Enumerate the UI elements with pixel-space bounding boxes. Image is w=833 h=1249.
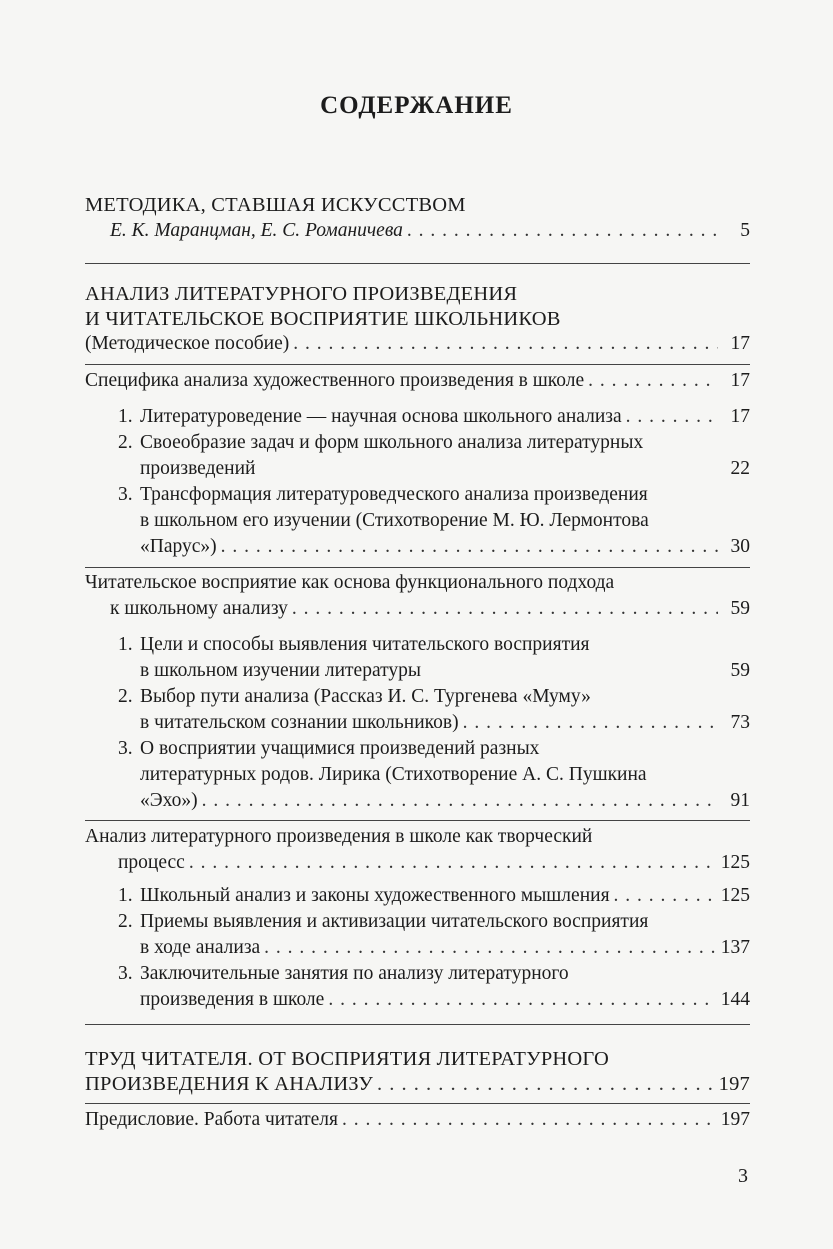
page-number: 59 xyxy=(730,660,750,681)
item-title-cont: в школьном изучении литературы xyxy=(140,660,421,681)
chapter1-item2[interactable] xyxy=(140,456,750,482)
chapter3-item1[interactable] xyxy=(118,883,750,909)
chapter1-item1[interactable] xyxy=(118,404,750,430)
chapter3-entry[interactable] xyxy=(118,850,750,876)
page-number: 125 xyxy=(720,852,750,873)
chapter2-item1-line1[interactable] xyxy=(118,632,783,658)
item-number: 3. xyxy=(118,963,133,984)
item-number: 1. xyxy=(118,634,133,655)
item-title-cont: «Эхо») xyxy=(140,790,198,811)
page-number: 197 xyxy=(720,1109,750,1130)
page-number: 17 xyxy=(730,370,750,391)
page-number: 30 xyxy=(730,536,750,557)
chapter1-item3[interactable] xyxy=(140,534,750,560)
section-divider xyxy=(85,364,750,365)
item-title: Цели и способы выявления читательского восприятия xyxy=(140,634,590,655)
chapter1-entry[interactable] xyxy=(85,368,750,394)
page-number: 22 xyxy=(730,458,750,479)
chapter2-item1[interactable] xyxy=(140,658,750,684)
leader-dots xyxy=(407,218,718,244)
part3-heading-line1[interactable]: ТРУД ЧИТАТЕЛЯ. ОТ ВОСПРИЯТИЯ ЛИТЕРАТУРНОГО xyxy=(85,1048,609,1070)
page-number: 125 xyxy=(720,885,750,906)
item-title-cont: в ходе анализа xyxy=(140,937,261,958)
item-title: Своеобразие задач и форм школьного анализа литературных xyxy=(140,432,644,453)
chapter2-item3[interactable] xyxy=(140,788,750,814)
chapter2-item2[interactable] xyxy=(140,710,750,736)
leader-dots xyxy=(221,534,718,560)
page-number: 91 xyxy=(730,790,750,811)
chapter3-item3[interactable] xyxy=(140,987,750,1013)
chapter2-title-line2: к школьному анализу xyxy=(110,598,288,619)
part1-authors-entry[interactable] xyxy=(110,218,750,244)
section-divider xyxy=(85,263,750,264)
item-title: Приемы выявления и активизации читательского восприятия xyxy=(140,911,649,932)
item-title: Школьный анализ и законы художественного мышления xyxy=(140,885,610,906)
chapter3-item2[interactable] xyxy=(140,935,750,961)
item-title-cont: литературных родов. Лирика (Стихотворение А. С. Пушкина xyxy=(140,764,647,785)
item-title-cont: «Парус») xyxy=(140,536,217,557)
part3-heading-line2: ПРОИЗВЕДЕНИЯ К АНАЛИЗУ xyxy=(85,1073,374,1095)
leader-dots xyxy=(328,987,716,1013)
part2-entry[interactable] xyxy=(85,331,750,357)
chapter3-title-line2: процесс xyxy=(118,852,185,873)
chapter2-entry[interactable] xyxy=(110,596,750,622)
item-number: 2. xyxy=(118,432,133,453)
part1-authors: Е. К. Маранцман, Е. С. Романичева xyxy=(110,220,403,241)
chapter2-item3-line1[interactable] xyxy=(118,736,783,762)
item-title: О восприятии учащимися произведений разных xyxy=(140,738,540,759)
section-divider xyxy=(85,1103,750,1104)
page-number: 59 xyxy=(730,598,750,619)
part2-heading-line2: И ЧИТАТЕЛЬСКОЕ ВОСПРИЯТИЕ ШКОЛЬНИКОВ xyxy=(85,308,561,330)
item-title: Литературоведение — научная основа школьного анализа xyxy=(140,406,622,427)
chapter2-title-line1[interactable]: Читательское восприятие как основа функционального подхода xyxy=(85,572,615,593)
leader-dots xyxy=(264,935,717,961)
chapter3-item2-line1[interactable] xyxy=(118,909,783,935)
item-title: Заключительные занятия по анализу литературного xyxy=(140,963,569,984)
preface-title: Предисловие. Работа читателя xyxy=(85,1109,339,1130)
leader-dots xyxy=(614,883,717,909)
part3-entry[interactable] xyxy=(85,1071,750,1097)
leader-dots xyxy=(202,788,718,814)
item-number: 1. xyxy=(118,885,133,906)
item-title-cont: в школьном его изучении (Стихотворение М. Ю. Лермонтова xyxy=(140,510,649,531)
preface-entry[interactable] xyxy=(85,1107,750,1133)
item-title-cont: произведений xyxy=(140,458,256,479)
item-title: Выбор пути анализа (Рассказ И. С. Тургенева «Муму» xyxy=(140,686,591,707)
item-number: 3. xyxy=(118,484,133,505)
folio-page-number: 3 xyxy=(738,1165,748,1187)
leader-dots xyxy=(342,1107,717,1133)
chapter3-title-line1[interactable]: Анализ литературного произведения в школе как творческий xyxy=(85,826,593,847)
page-number: 197 xyxy=(718,1073,750,1095)
leader-dots xyxy=(463,710,718,736)
page-number: 17 xyxy=(730,406,750,427)
section-divider xyxy=(85,820,750,821)
leader-dots xyxy=(626,404,718,430)
part1-heading: МЕТОДИКА, СТАВШАЯ ИСКУССТВОМ xyxy=(85,194,466,216)
item-title-cont: в читательском сознании школьников) xyxy=(140,712,459,733)
page-number: 137 xyxy=(720,937,750,958)
chapter1-title: Специфика анализа художественного произведения в школе xyxy=(85,370,585,391)
chapter3-item3-line1[interactable] xyxy=(118,961,783,987)
item-number: 2. xyxy=(118,911,133,932)
leader-dots xyxy=(189,850,717,876)
leader-dots xyxy=(292,596,718,622)
section-divider xyxy=(85,567,750,568)
page-number: 144 xyxy=(720,989,750,1010)
chapter1-item3-line1[interactable] xyxy=(118,482,783,508)
chapter2-item2-line1[interactable] xyxy=(118,684,783,710)
leader-dots xyxy=(588,368,718,394)
page-number: 73 xyxy=(730,712,750,733)
page-number: 17 xyxy=(730,333,750,354)
leader-dots xyxy=(293,331,718,357)
leader-dots xyxy=(377,1071,715,1097)
chapter1-item2-line1[interactable] xyxy=(118,430,783,456)
item-title: Трансформация литературоведческого анализа произведения xyxy=(140,484,648,505)
part2-heading-line1: АНАЛИЗ ЛИТЕРАТУРНОГО ПРОИЗВЕДЕНИЯ xyxy=(85,283,518,305)
page-title: СОДЕРЖАНИЕ xyxy=(320,92,513,119)
section-divider xyxy=(85,1024,750,1025)
part2-heading-line3: (Методическое пособие) xyxy=(85,333,290,354)
page-number: 5 xyxy=(740,220,750,241)
item-number: 3. xyxy=(118,738,133,759)
item-number: 1. xyxy=(118,406,133,427)
item-number: 2. xyxy=(118,686,133,707)
item-title-cont: произведения в школе xyxy=(140,989,325,1010)
